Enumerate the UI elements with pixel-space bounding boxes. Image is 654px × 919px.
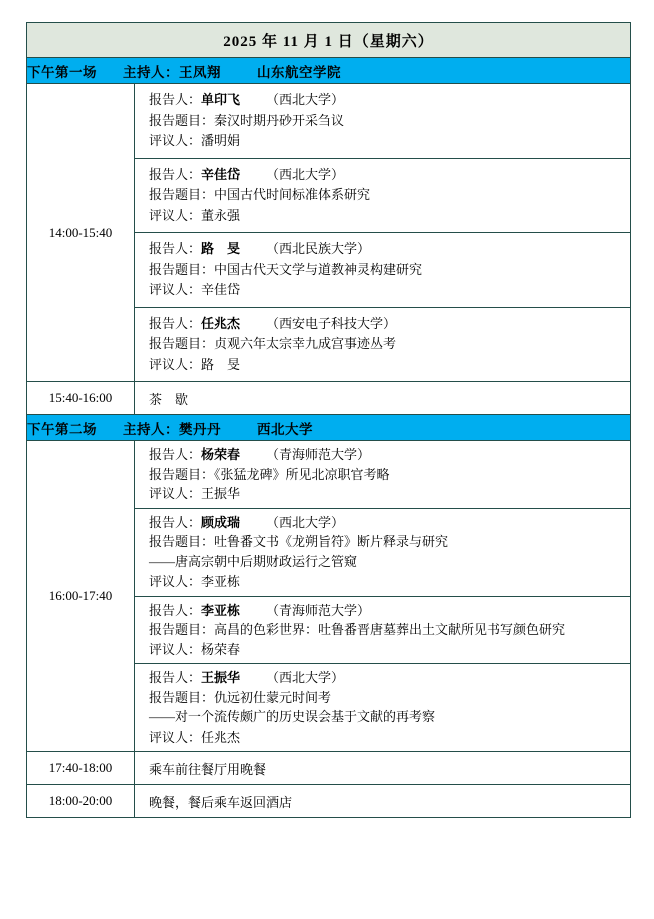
session-1-host: 主持人：王凤翔 <box>123 64 221 80</box>
topic-label: 报告题目： <box>149 689 215 705</box>
reviewer-name: 王振华 <box>201 486 241 502</box>
talk-item <box>135 84 630 159</box>
speaker-label: 报告人： <box>149 315 202 331</box>
reviewer-label: 评议人： <box>149 486 202 502</box>
topic-label: 报告题目： <box>149 336 215 352</box>
speaker-label: 报告人： <box>149 670 202 686</box>
reviewer-name: 李亚栋 <box>201 574 241 590</box>
reviewer-label: 评议人： <box>149 207 202 223</box>
talk-item <box>135 597 630 665</box>
session-1-time: 14:00-15:40 <box>27 84 135 382</box>
speaker-name: 李亚栋 <box>201 602 241 618</box>
table-title-row <box>27 23 631 58</box>
reviewer-label: 评议人： <box>149 133 202 149</box>
reviewer-label: 评议人： <box>149 282 202 298</box>
reviewer-name: 董永强 <box>201 207 241 223</box>
reviewer-label: 评议人： <box>149 574 202 590</box>
speaker-name: 单印飞 <box>201 92 241 107</box>
topic-text: 贞观六年太宗幸九成宫事迹丛考 <box>214 336 397 352</box>
speaker-label: 报告人： <box>149 166 202 182</box>
speaker-name: 辛佳岱 <box>201 166 241 182</box>
break-text: 晚餐，餐后乘车返回酒店 <box>149 794 293 810</box>
speaker-label: 报告人： <box>149 602 202 618</box>
speaker-affiliation: （西北大学） <box>266 514 345 530</box>
session-2-body <box>27 441 631 752</box>
speaker-name: 杨荣春 <box>201 447 241 463</box>
schedule-table <box>26 22 631 818</box>
speaker-name: 王振华 <box>201 670 241 686</box>
break-text: 茶 歇 <box>149 391 189 407</box>
topic-text: 秦汉时期丹砂开采刍议 <box>214 112 345 128</box>
session-header-2 <box>27 415 631 441</box>
break-time: 18:00-20:00 <box>27 785 135 818</box>
speaker-name: 任兆杰 <box>201 315 241 331</box>
topic-text: 仇远初仕蒙元时间考 <box>214 689 332 705</box>
session-2-name: 下午第二场 <box>27 421 97 437</box>
reviewer-name: 潘明娟 <box>201 133 241 149</box>
break-row <box>27 382 631 415</box>
speaker-name: 路 旻 <box>201 241 241 257</box>
speaker-affiliation: （青海师范大学） <box>266 447 371 463</box>
session-2-affiliation: 西北大学 <box>257 421 313 437</box>
session-1-name: 下午第一场 <box>27 64 97 80</box>
speaker-affiliation: （青海师范大学） <box>266 602 371 618</box>
speaker-affiliation: （西安电子科技大学） <box>266 315 397 331</box>
break-row <box>27 785 631 818</box>
reviewer-label: 评议人： <box>149 641 202 657</box>
talk-item <box>135 509 630 597</box>
session-1-body <box>27 84 631 382</box>
topic-label: 报告题目： <box>149 261 215 277</box>
break-text: 乘车前往餐厅用晚餐 <box>149 761 267 777</box>
session-2-time: 16:00-17:40 <box>27 441 135 752</box>
speaker-name: 顾成瑞 <box>201 514 241 530</box>
topic-label: 报告题目： <box>149 187 215 203</box>
topic-text: 中国古代天文学与道教神灵构建研究 <box>214 261 423 277</box>
break-time: 17:40-18:00 <box>27 752 135 785</box>
reviewer-label: 评议人： <box>149 729 202 745</box>
break-time: 15:40-16:00 <box>27 382 135 415</box>
speaker-affiliation: （西北民族大学） <box>266 241 371 257</box>
reviewer-name: 路 旻 <box>201 356 241 372</box>
speaker-label: 报告人： <box>149 92 202 107</box>
topic-label: 报告题目： <box>149 112 215 128</box>
speaker-label: 报告人： <box>149 241 202 257</box>
topic-text: 吐鲁番文书《龙朔旨符》断片释录与研究 <box>214 534 449 550</box>
topic-label: 报告题目： <box>149 466 215 482</box>
topic-label: 报告题目： <box>149 622 215 638</box>
talk-item <box>135 233 630 308</box>
reviewer-name: 任兆杰 <box>201 729 241 745</box>
reviewer-label: 评议人： <box>149 356 202 372</box>
topic-text: 高昌的色彩世界：吐鲁番晋唐墓葬出土文献所见书写颜色研究 <box>214 622 566 638</box>
session-header-1 <box>27 58 631 84</box>
speaker-label: 报告人： <box>149 447 202 463</box>
topic-text: 中国古代时间标准体系研究 <box>214 187 371 203</box>
session-2-host: 主持人：樊丹丹 <box>123 421 221 437</box>
speaker-label: 报告人： <box>149 514 202 530</box>
session-1-affiliation: 山东航空学院 <box>257 64 341 80</box>
reviewer-name: 辛佳岱 <box>201 282 241 298</box>
topic-continuation: ——唐高宗朝中后期财政运行之管窥 <box>149 553 358 569</box>
talk-item <box>135 159 630 234</box>
speaker-affiliation: （西北大学） <box>266 166 345 182</box>
page-title: 2025 年 11 月 1 日（星期六） <box>27 23 631 58</box>
topic-text: 《张猛龙碑》所见北凉职官考略 <box>214 466 390 482</box>
speaker-affiliation: （西北大学） <box>266 670 345 686</box>
talk-item <box>135 441 630 509</box>
speaker-affiliation: （西北大学） <box>266 92 345 107</box>
break-row <box>27 752 631 785</box>
reviewer-name: 杨荣春 <box>201 641 241 657</box>
talk-item <box>135 664 630 751</box>
topic-continuation: ——对一个流传颇广的历史误会基于文献的再考察 <box>149 709 436 725</box>
topic-label: 报告题目： <box>149 534 215 550</box>
talk-item <box>135 308 630 382</box>
